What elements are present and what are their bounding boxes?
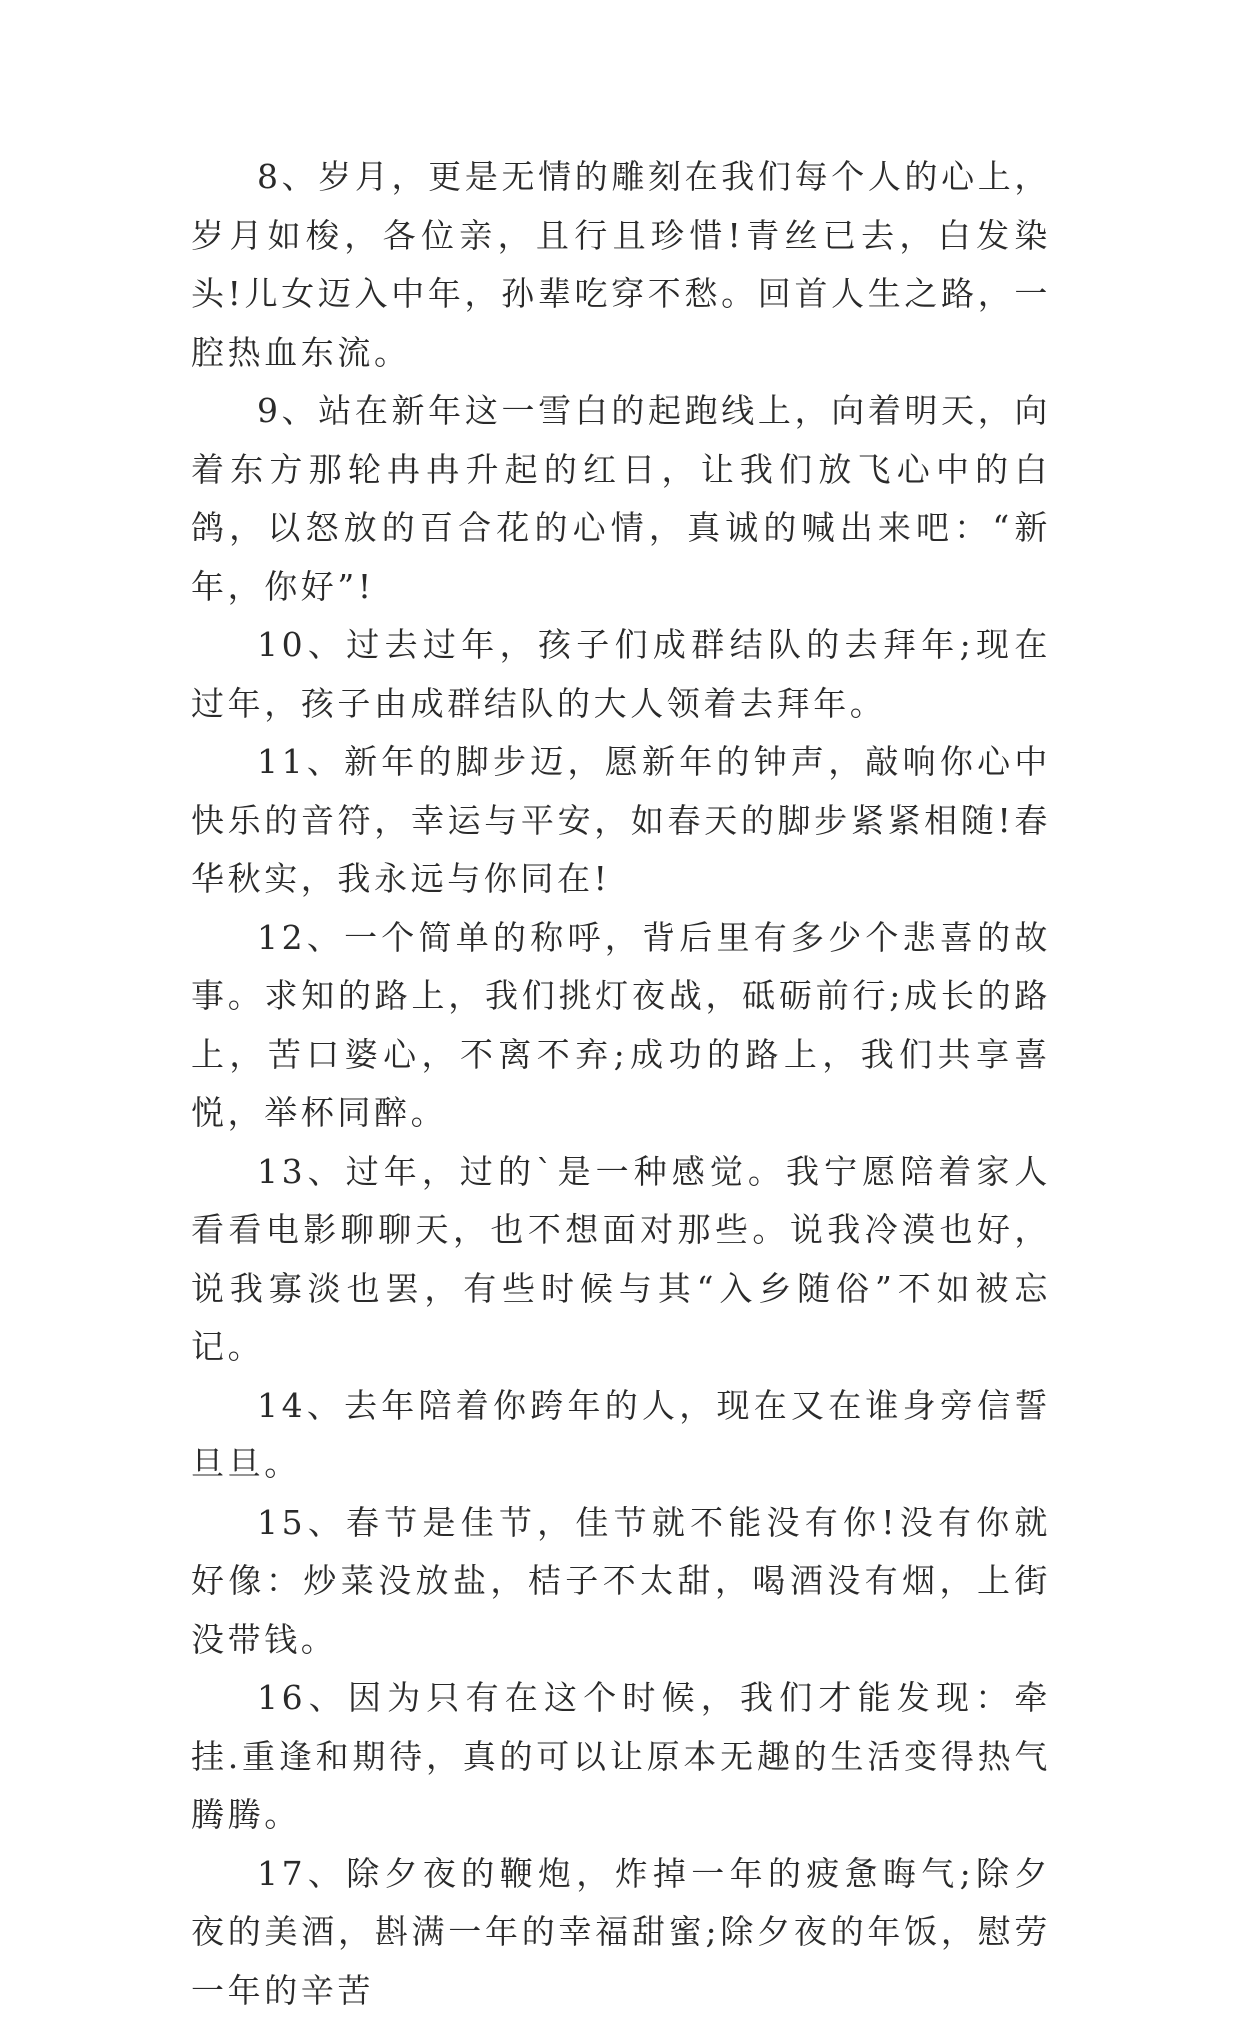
paragraph-14: 14、去年陪着你跨年的人，现在又在谁身旁信誓旦旦。 bbox=[191, 1377, 1051, 1494]
paragraph-11: 11、新年的脚步迈，愿新年的钟声，敲响你心中快乐的音符，幸运与平安，如春天的脚步紧紧相随!春华秋实，我永远与你同在! bbox=[191, 733, 1051, 909]
paragraph-12: 12、一个简单的称呼，背后里有多少个悲喜的故事。求知的路上，我们挑灯夜战，砥砺前行;成长的路上，苦口婆心，不离不弃;成功的路上，我们共享喜悦，举杯同醉。 bbox=[191, 909, 1051, 1143]
paragraph-16: 16、因为只有在这个时候，我们才能发现：牵挂.重逢和期待，真的可以让原本无趣的生活变得热气腾腾。 bbox=[191, 1669, 1051, 1845]
paragraph-8: 8、岁月，更是无情的雕刻在我们每个人的心上，岁月如梭，各位亲，且行且珍惜!青丝已去，白发染头!儿女迈入中年，孙辈吃穿不愁。回首人生之路，一腔热血东流。 bbox=[191, 148, 1051, 382]
document-body bbox=[191, 148, 1051, 2020]
paragraph-13: 13、过年，过的`是一种感觉。我宁愿陪着家人看看电影聊聊天，也不想面对那些。说我冷漠也好，说我寡淡也罢，有些时候与其“入乡随俗”不如被忘记。 bbox=[191, 1143, 1051, 1377]
paragraph-9: 9、站在新年这一雪白的起跑线上，向着明天，向着东方那轮冉冉升起的红日，让我们放飞心中的白鸽，以怒放的百合花的心情，真诚的喊出来吧：“新年，你好”! bbox=[191, 382, 1051, 616]
paragraph-17: 17、除夕夜的鞭炮，炸掉一年的疲惫晦气;除夕夜的美酒，斟满一年的幸福甜蜜;除夕夜的年饭，慰劳一年的辛苦 bbox=[191, 1845, 1051, 2020]
paragraph-10: 10、过去过年，孩子们成群结队的去拜年;现在过年，孩子由成群结队的大人领着去拜年。 bbox=[191, 616, 1051, 733]
paragraph-15: 15、春节是佳节，佳节就不能没有你!没有你就好像：炒菜没放盐，桔子不太甜，喝酒没有烟，上街没带钱。 bbox=[191, 1494, 1051, 1670]
